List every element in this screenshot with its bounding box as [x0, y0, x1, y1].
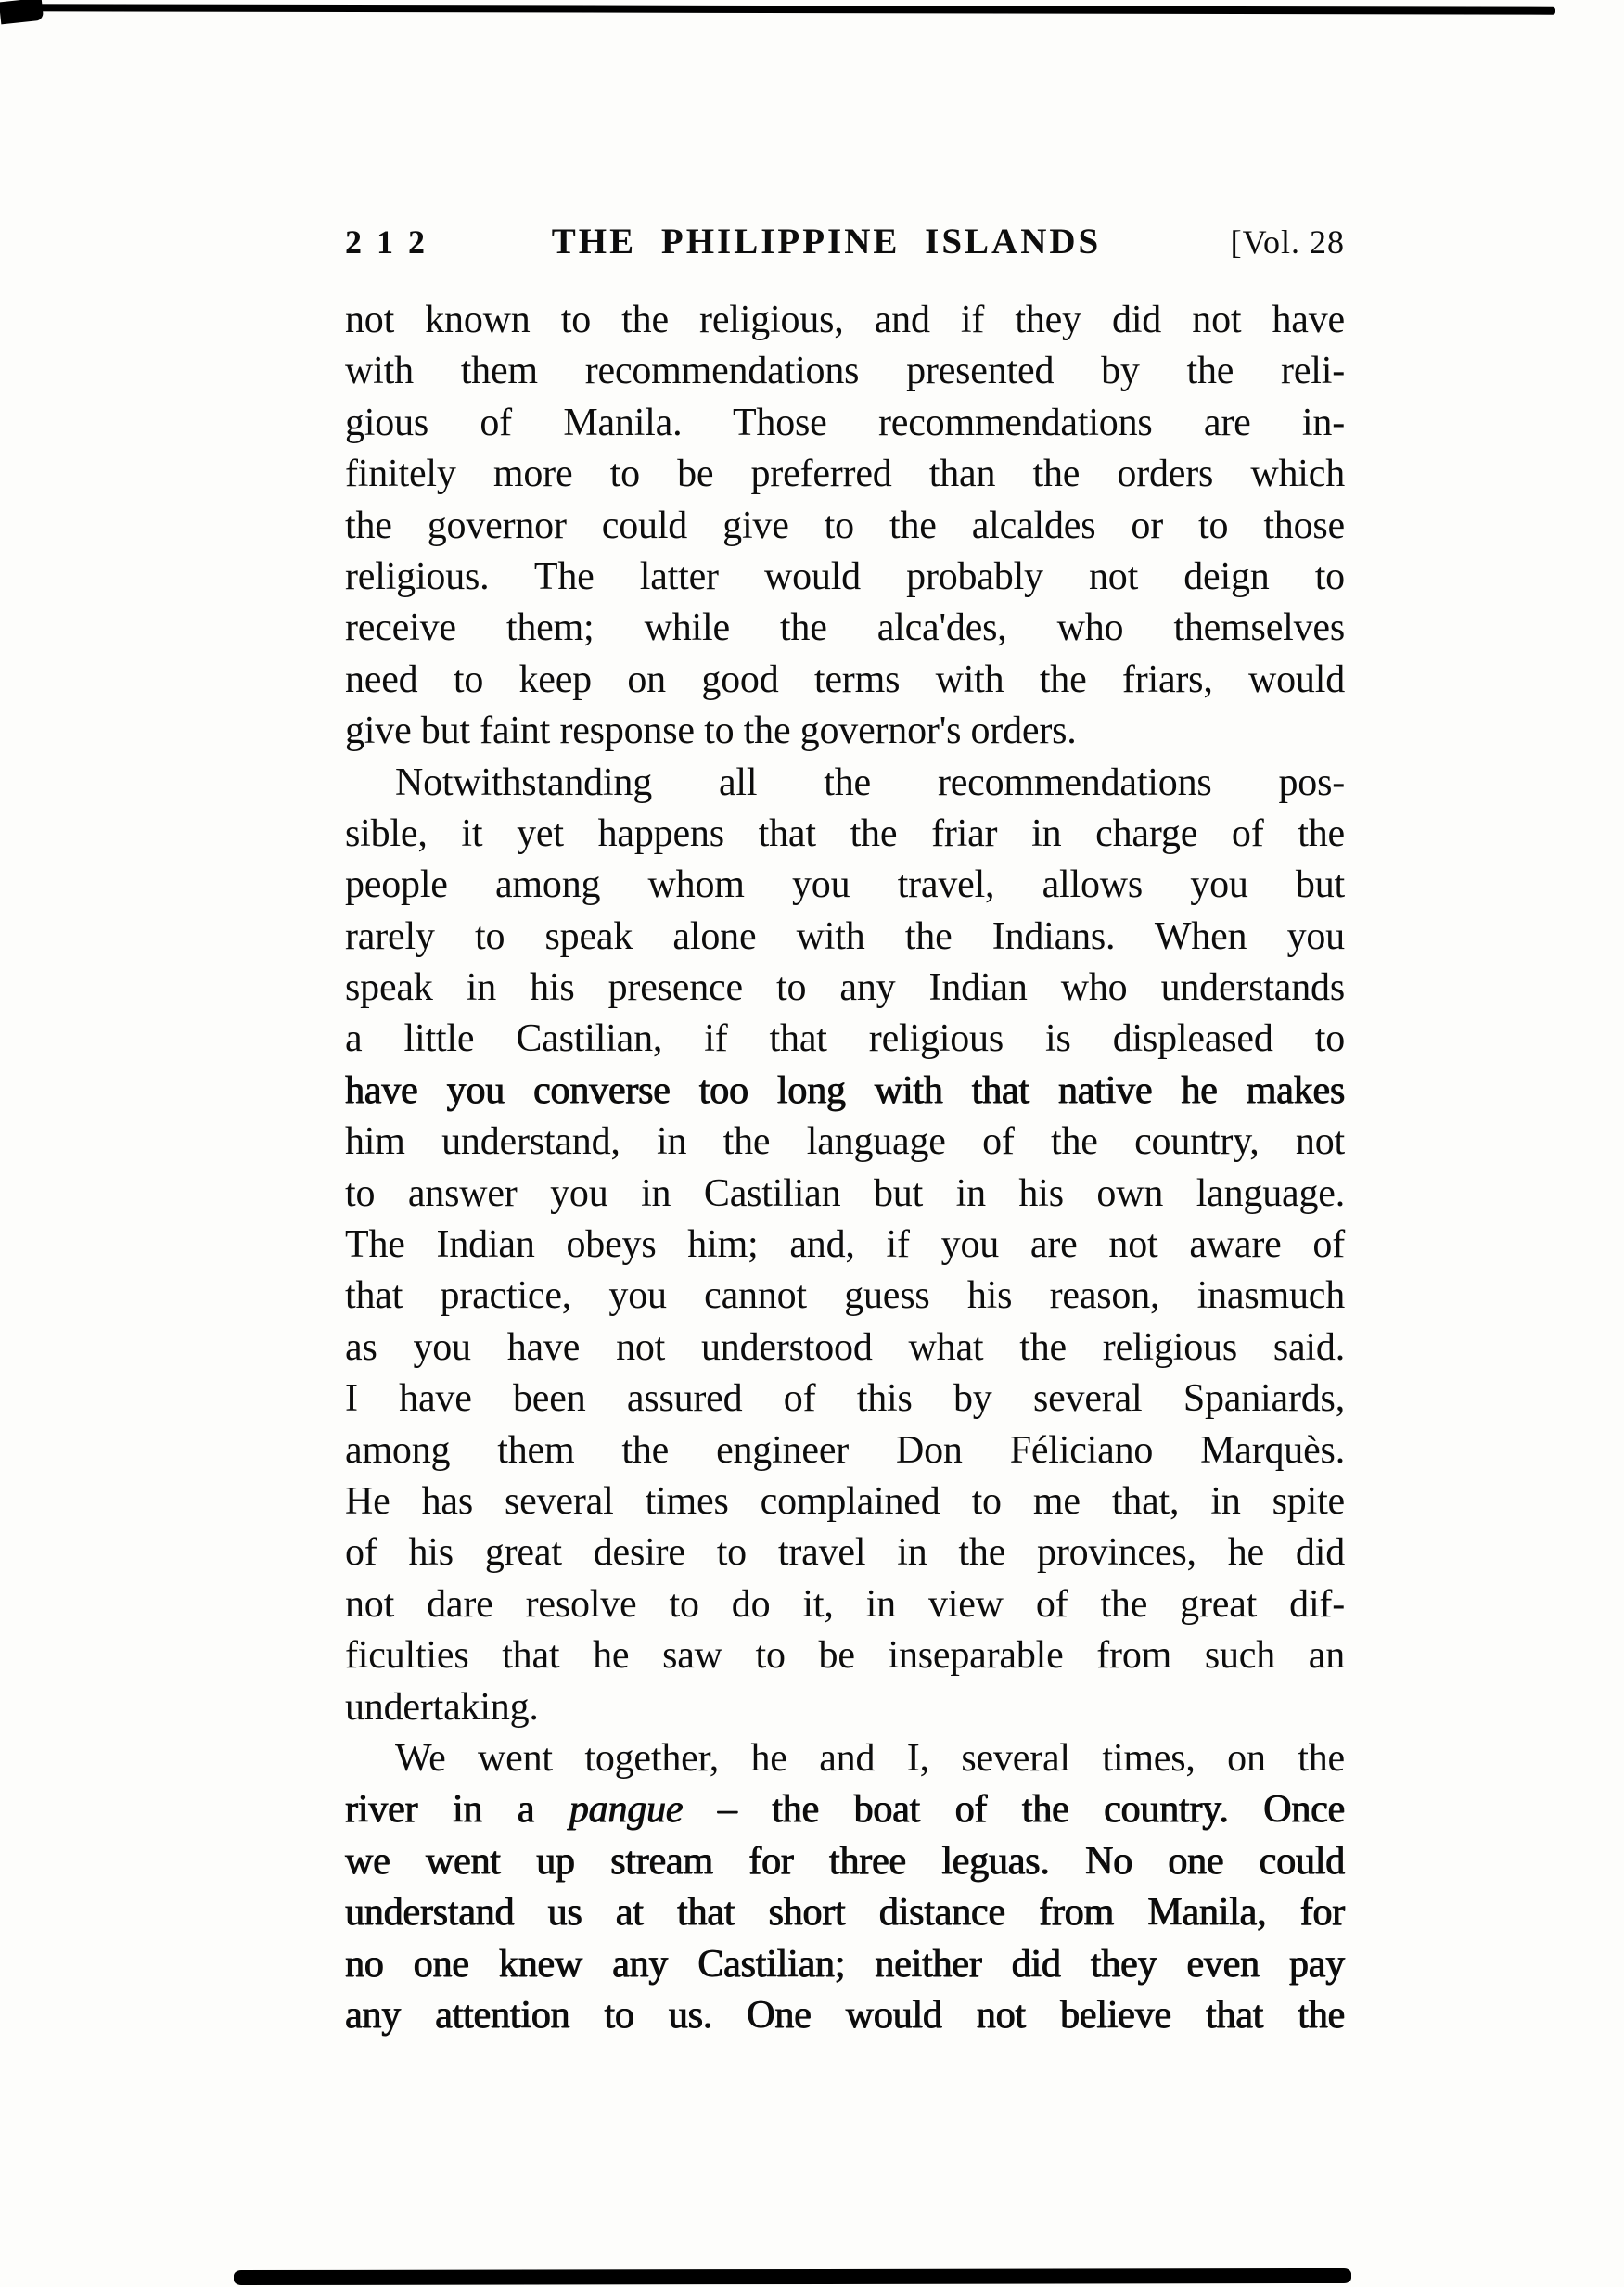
text-line: He has several times complained to me that, in spite [345, 1479, 1345, 1523]
text-line: Notwithstanding all the recommendations pos- [395, 760, 1345, 804]
page-header [345, 221, 1345, 262]
text-line: gious of Manila. Those recommendations are in- [345, 401, 1345, 444]
text-line: understand us at that short distance from Manila, for [345, 1891, 1345, 1935]
text-line: speak in his presence to any Indian who understands [345, 966, 1345, 1010]
text-line: him understand, in the language of the country, not [345, 1120, 1345, 1164]
text-line: no one knew any Castilian; neither did they even pay [345, 1942, 1345, 1986]
text-line: not dare resolve to do it, in view of the great dif- [345, 1582, 1345, 1626]
text-line: as you have not understood what the religious said. [345, 1325, 1345, 1369]
text-line: rarely to speak alone with the Indians. When you [345, 914, 1345, 958]
paragraph [345, 758, 1345, 1733]
scan-edge-corner-mark [0, 0, 44, 24]
scan-edge-top-line [20, 4, 1555, 14]
text-line: have you converse too long with that native he makes [345, 1068, 1345, 1112]
volume-label: [Vol. 28 [1230, 224, 1345, 261]
text-line: to answer you in Castilian but in his own language. [345, 1171, 1345, 1215]
paragraph [345, 1733, 1345, 2041]
text-line: of his great desire to travel in the provinces, he did [345, 1531, 1345, 1575]
body-text [345, 295, 1345, 2041]
italic-word: pangue [569, 1788, 684, 1832]
text-line: We went together, he and I, several times, on the [395, 1736, 1345, 1780]
text-line: receive them; while the alca'des, who themselves [345, 607, 1345, 650]
text-line: that practice, you cannot guess his reason, inasmuch [345, 1274, 1345, 1318]
text-line: sible, it yet happens that the friar in charge of the [345, 811, 1345, 855]
page-number: 212 [345, 224, 440, 261]
text-line: we went up stream for three leguas. No one could [345, 1839, 1345, 1883]
text-line: among them the engineer Don Féliciano Marquès. [345, 1428, 1345, 1472]
text-line: a little Castilian, if that religious is displeased to [345, 1017, 1345, 1061]
paragraph [345, 295, 1345, 758]
text-line: the governor could give to the alcaldes or to those [345, 504, 1345, 547]
text-segment: – the boat of the country. Once [683, 1788, 1345, 1832]
text-line: people among whom you travel, allows you but [345, 863, 1345, 907]
running-title: THE PHILIPPINE ISLANDS [551, 222, 1102, 262]
text-line: I have been assured of this by several Spaniards, [345, 1377, 1345, 1421]
text-line: any attention to us. One would not believe that the [345, 1993, 1345, 2037]
text-segment: river in a [345, 1788, 569, 1832]
text-line: finitely more to be preferred than the orders which [345, 453, 1345, 496]
text-line: undertaking. [345, 1685, 539, 1729]
scan-edge-bottom-bar [234, 2268, 1351, 2285]
text-line: with them recommendations presented by the reli- [345, 350, 1345, 393]
text-line: need to keep on good terms with the friars, would [345, 658, 1345, 701]
text-line: The Indian obeys him; and, if you are not aware of [345, 1223, 1345, 1267]
text-line: religious. The latter would probably not deign to [345, 555, 1345, 598]
text-line: give but faint response to the governor's orders. [345, 709, 1077, 753]
text-line: ficulties that he saw to be inseparable from such an [345, 1634, 1345, 1678]
text-line: not known to the religious, and if they did not have [345, 299, 1345, 341]
text-line [345, 1784, 1345, 1835]
